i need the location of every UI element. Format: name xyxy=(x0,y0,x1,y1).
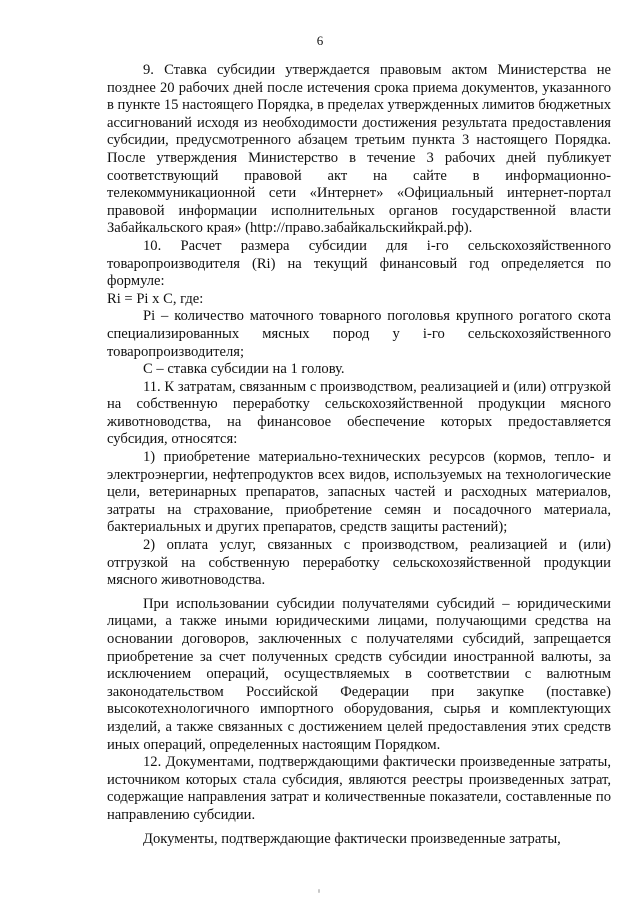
formula: Ri = Pi х С, где: xyxy=(107,290,204,307)
list-item-1-materials: 1) приобретение материально-технических ресурсов (кормов, тепло- и электроэнергии, нефтепродуктов всех видов, используемых на технологические цели, ветеринарных препаратов, запасных частей и расходных материалов, затраты на страхование, приобретение семян и посадочного материала, бактериальных и других препаратов, средств защиты растений); xyxy=(107,449,611,536)
paragraph-12-documents: 12. Документами, подтверждающими фактически произведенные затраты, источником которых стала субсидия, являются реестры произведенных затрат, содержащие направления затрат и количественные показатели, составленные по направлению субсидии. xyxy=(107,754,611,823)
paragraph-10-subsidy-calculation: 10. Расчет размера субсидии для i-го сельскохозяйственного товаропроизводителя (Ri) на текущий финансовый год определяется по формуле: xyxy=(107,237,611,290)
paragraph-pi-definition: Pi – количество маточного товарного поголовья крупного рогатого скота специализированных мясных пород у i-го сельскохозяйственного товаропроизводителя; xyxy=(107,308,611,360)
scan-mark xyxy=(318,889,320,893)
paragraph-11-costs: 11. К затратам, связанным с производством, реализацией и (или) отгрузкой на собственную переработку сельскохозяйственной продукции мясного животноводства, на финансовое обеспечение которых предоставляется субсидия, относятся: xyxy=(107,378,611,448)
paragraph-c-definition: С – ставка субсидии на 1 голову. xyxy=(143,361,345,378)
paragraph-currency-restriction: При использовании субсидии получателями субсидий – юридическими лицами, а также иными юридическими лицами, получающими средства на основании договоров, заключенных с получателями субсидий, запрещается приобретение за счет полученных средств субсидии иностранной валюты, за исключением операций, осуществляемых в соответствии с валютным законодательством Российской Федерации при закупке (поставке) высокотехнологичного импортного оборудования, сырья и комплектующих изделий, а также связанных с достижением целей предоставления этих средств иных операций, определенных настоящим Порядком. xyxy=(107,595,611,753)
page-number: 6 xyxy=(316,33,324,48)
document-body xyxy=(107,62,611,848)
paragraph-documents-continued: Документы, подтверждающие фактически произведенные затраты, xyxy=(143,830,561,847)
paragraph-9-subsidy-rate: 9. Ставка субсидии утверждается правовым актом Министерства не позднее 20 рабочих дней после истечения срока приема документов, указанного в пункте 15 настоящего Порядка, в пределах утвержденных лимитов бюджетных ассигнований исходя из необходимости достижения результата предоставления субсидии, предусмотренного абзацем третьим пункта 3 настоящего Порядка. После утверждения Министерство в течение 3 рабочих дней публикует соответствующий правовой акт на сайте в информационно-телекоммуникационной сети «Интернет» «Официальный интернет-портал правовой информации исполнительных органов государственной власти Забайкальского края» (http://право.забайкальскийкрай.рф). xyxy=(107,62,611,237)
list-item-2-services: 2) оплата услуг, связанных с производством, реализацией и (или) отгрузкой на собственную переработку сельскохозяйственной продукции мясного животноводства. xyxy=(107,537,611,589)
